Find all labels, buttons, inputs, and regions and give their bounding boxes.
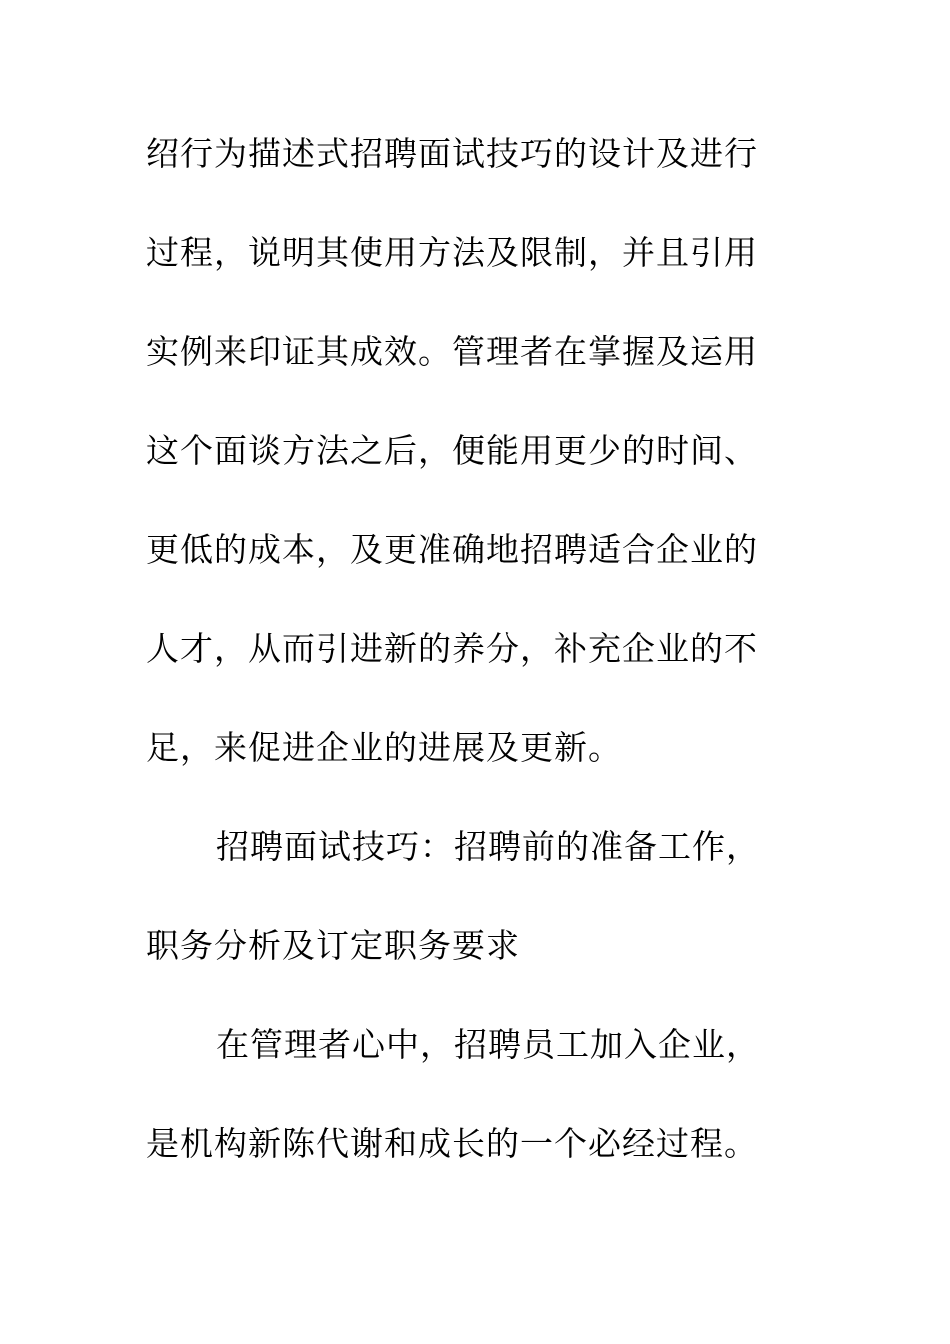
text-line: 是机构新陈代谢和成长的一个必经过程。 — [146, 1124, 758, 1163]
text-line: 人才，从而引进新的养分，补充企业的不 — [146, 629, 758, 668]
text-line: 实例来印证其成效。管理者在掌握及运用 — [146, 332, 758, 371]
section-heading-line: 职务分析及订定职务要求 — [146, 926, 520, 965]
section-heading-line: 招聘面试技巧：招聘前的准备工作， — [216, 827, 760, 866]
text-line: 更低的成本，及更准确地招聘适合企业的 — [146, 530, 758, 569]
text-line: 这个面谈方法之后，便能用更少的时间、 — [146, 431, 758, 470]
text-line: 绍行为描述式招聘面试技巧的设计及进行 — [146, 134, 758, 173]
document-body — [146, 118, 806, 1207]
text-line: 在管理者心中，招聘员工加入企业， — [216, 1025, 760, 1064]
text-line: 过程，说明其使用方法及限制，并且引用 — [146, 233, 758, 272]
text-line: 足，来促进企业的进展及更新。 — [146, 728, 622, 767]
